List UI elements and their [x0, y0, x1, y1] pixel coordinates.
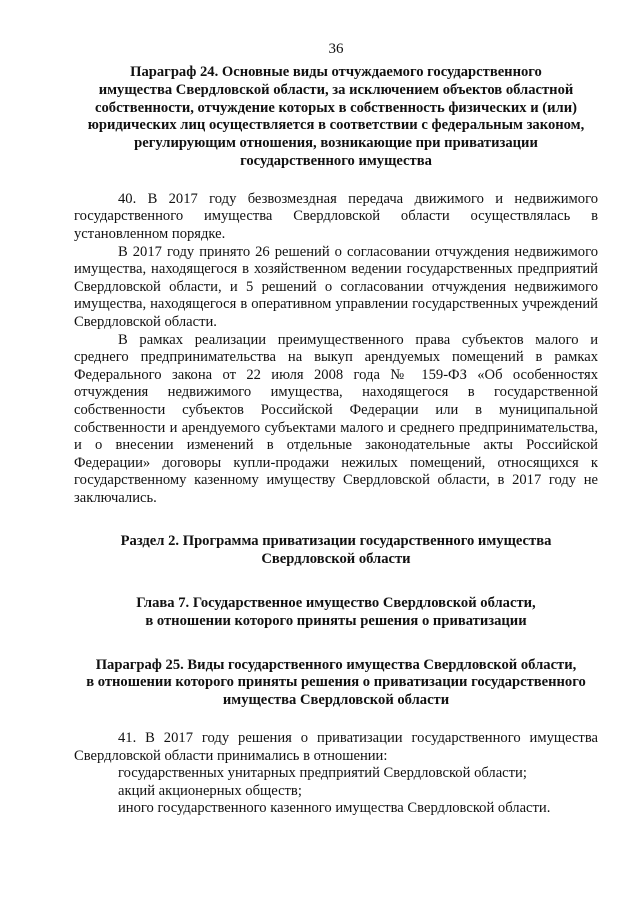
- heading-line: собственности, отчуждение которых в собственность физических и (или): [95, 99, 577, 116]
- heading-line: регулирующим отношения, возникающие при приватизации: [134, 135, 538, 152]
- list-item: государственных унитарных предприятий Свердловской области;: [118, 765, 527, 782]
- heading-line: Раздел 2. Программа приватизации государственного имущества: [120, 533, 552, 550]
- body-paragraph: 41. В 2017 году решения о приватизации государственного имущества Свердловской области принимались в отношении:: [74, 730, 598, 764]
- heading-line: Свердловской области: [261, 551, 411, 568]
- heading-line: имущества Свердловской области: [222, 692, 450, 709]
- section-2-heading: [74, 533, 598, 569]
- heading-line: в отношении которого приняты решения о приватизации: [145, 612, 527, 629]
- heading-line: Глава 7. Государственное имущество Свердловской области,: [136, 595, 536, 612]
- heading-line: государственного имущества: [240, 152, 432, 169]
- body-paragraph: В рамках реализации преимущественного права субъектов малого и среднего предпринимательства на выкуп арендуемых помещений в рамках Федерального закона от 22 июля 2008 года № 159-ФЗ «Об особенностях отчуждения недвижимого имущества, находящегося в государственной собственности субъектов Российской Федерации или в муниципальной собственности и арендуемого субъектами малого и среднего предпринимательства, и о внесении изменений в отдельные законодательные акты Российской Федерации» договоры купли-продажи нежилых помещений, относящихся к государственному казенному имуществу Свердловской области, в 2017 году не заключались.: [74, 331, 598, 506]
- heading-line: Параграф 25. Виды государственного имущества Свердловской области,: [95, 656, 577, 673]
- list-item: иного государственного казенного имущества Свердловской области.: [118, 800, 551, 817]
- heading-line: имущества Свердловской области, за исключением объектов областной: [98, 81, 574, 98]
- page-number: 36: [328, 41, 344, 57]
- paragraph-24-heading: [74, 64, 598, 171]
- chapter-7-heading: [74, 595, 598, 631]
- body-paragraph: 40. В 2017 году безвозмездная передача движимого и недвижимого государственного имущества Свердловской области осуществлялась в установленном порядке.: [74, 190, 598, 242]
- heading-line: в отношении которого приняты решения о приватизации государственного: [86, 674, 586, 691]
- paragraph-25-heading: [74, 657, 598, 710]
- heading-line: юридических лиц осуществляется в соответствии с федеральным законом,: [87, 117, 585, 134]
- body-paragraph: В 2017 году принято 26 решений о согласовании отчуждения недвижимого имущества, находящегося в хозяйственном ведении государственных предприятий Свердловской области, и 5 решений о согласовании отчуждения недвижимого имущества, находящегося в оперативном управлении государственных учреждений Свердловской области.: [74, 243, 598, 330]
- list-item: акций акционерных обществ;: [118, 782, 302, 799]
- heading-line: Параграф 24. Основные виды отчуждаемого государственного: [130, 64, 542, 80]
